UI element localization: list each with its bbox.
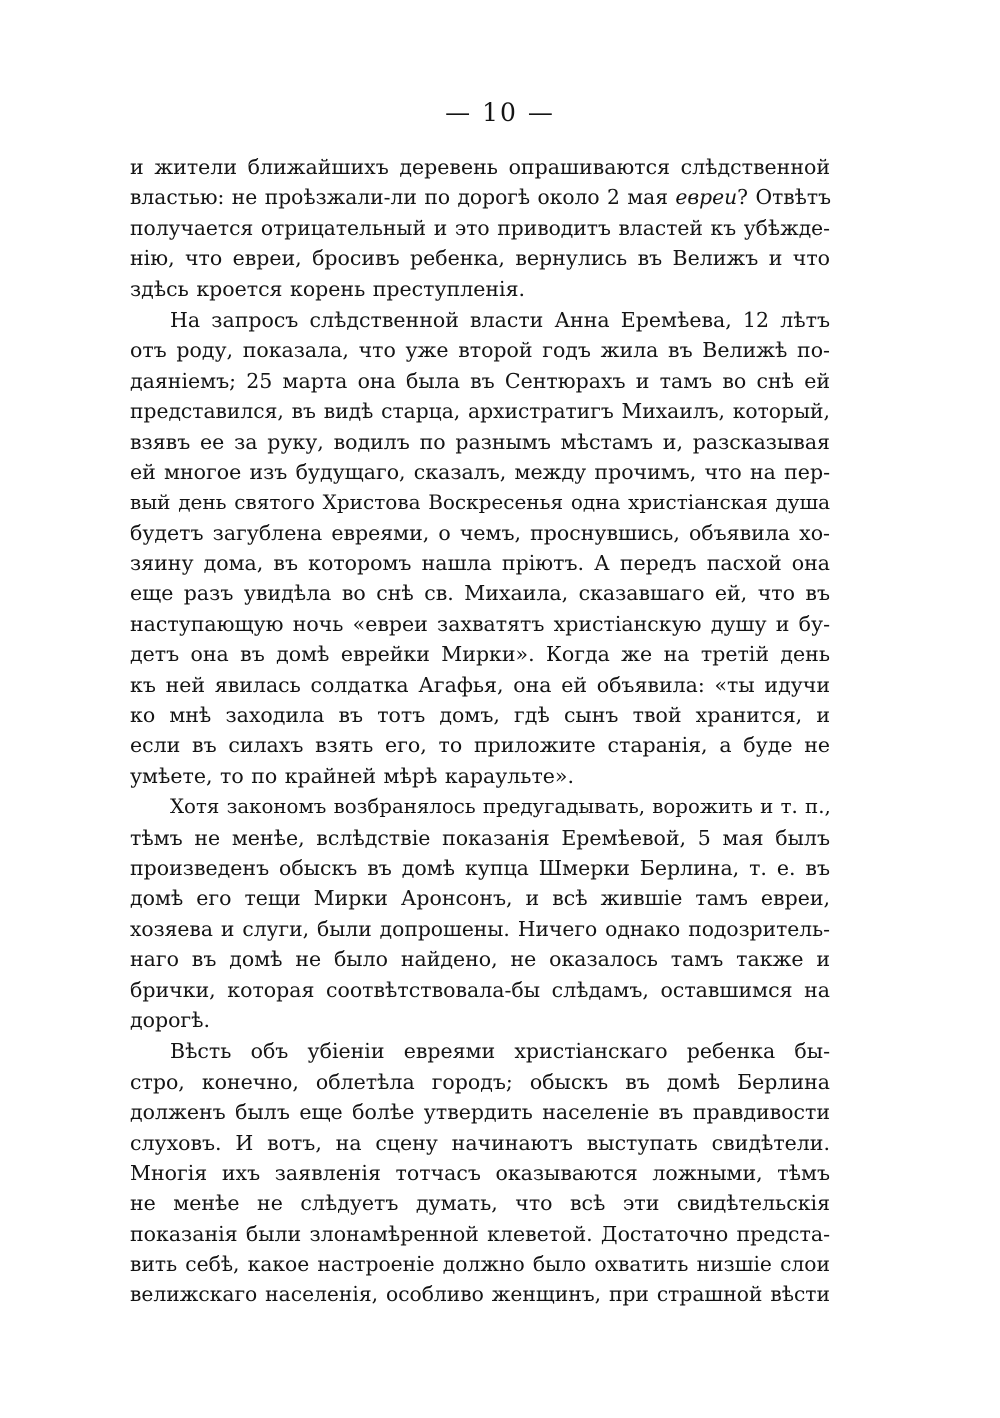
text-line: вить себѣ, какое настроеніе должно было охватить низшіе слои [130,1252,830,1277]
text-line: ей многое изъ будущаго, сказалъ, между прочимъ, что на пер- [130,459,830,484]
paragraph [130,1036,830,1310]
text-line: произведенъ обыскъ въ домѣ купца Шмерки Берлина, т. е. въ [130,855,830,880]
text-line: отъ роду, показала, что уже второй годъ жила въ Велижѣ по- [130,338,830,363]
body-text [130,152,830,1310]
text-line: наступающую ночь «евреи захватятъ христіанскую душу и бу- [130,611,830,636]
text-line: взявъ ее за руку, водилъ по разнымъ мѣстамъ и, разсказывая [130,429,830,454]
text-line: Вѣсть объ убіеніи евреями христіанскаго ребенка бы- [170,1039,830,1064]
text-line: наго въ домѣ не было найдено, не оказалось тамъ также и [130,947,830,972]
text-line: если въ силахъ взять его, то приложите старанія, а буде не [130,733,830,758]
text-line: дорогѣ. [130,1007,211,1032]
text-line: ко мнѣ заходила въ тотъ домъ, гдѣ сынъ твой хранится, и [130,703,830,728]
text-line: тѣмъ не менѣе, вслѣдствіе показанія Еремѣевой, 5 мая былъ [130,825,830,850]
text-line: еще разъ увидѣла во снѣ св. Михаила, сказавшаго ей, что въ [130,581,830,606]
text-line: нію, что евреи, бросивъ ребенка, вернулись въ Велижъ и что [130,246,830,271]
text-line: будетъ загублена евреями, о чемъ, проснувшись, объявила хо- [130,520,830,545]
text-line: домѣ его тещи Мирки Аронсонъ, и всѣ жившіе тамъ евреи, [130,886,830,911]
italic-word: евреи [675,185,738,210]
text-line: слуховъ. И вотъ, на сцену начинаютъ выступать свидѣтели. [130,1130,830,1155]
text-line [130,182,830,212]
text-line: На запросъ слѣдственной власти Анна Еремѣева, 12 лѣтъ [170,307,830,332]
text-line: Хотя закономъ возбранялось предугадывать, ворожить и т. п., [170,795,831,819]
paragraph [130,152,830,304]
text-segment: властью: не проѣзжали-ли по дорогѣ около 2 мая [130,185,676,210]
text-line: умѣете, то по крайней мѣрѣ караульте». [130,763,574,788]
text-line: зяину дома, въ которомъ нашла пріютъ. А передъ пасхой она [130,551,830,576]
text-line: къ ней явилась солдатка Агафья, она ей объявила: «ты идучи [130,672,830,697]
text-line: хозяева и слуги, были допрошены. Ничего однако подозритель- [130,916,830,941]
paragraph [130,792,830,1035]
text-line: и жители ближайшихъ деревень опрашиваются слѣдственной [130,155,830,179]
text-segment: ? Отвѣтъ [737,185,831,210]
text-line: получается отрицательный и это приводитъ властей къ убѣжде- [130,215,830,240]
text-line: Многія ихъ заявленія тотчасъ оказываются ложными, тѣмъ [130,1160,830,1185]
text-line: стро, конечно, облетѣла городъ; обыскъ въ домѣ Берлина [130,1069,830,1094]
paragraph [130,305,830,791]
text-line: здѣсь кроется корень преступленія. [130,276,526,301]
text-line: представился, въ видѣ старца, архистратигъ Михаилъ, который, [130,399,830,424]
text-line: велижскаго населенія, особливо женщинъ, при страшной вѣсти [130,1282,830,1307]
text-line: показанія были злонамѣренной клеветой. Достаточно предста- [130,1221,830,1246]
page-number: — 10 — [445,98,555,127]
text-line: не менѣе не слѣдуетъ думать, что всѣ эти свидѣтельскія [130,1191,830,1216]
text-line: брички, которая соотвѣтствовала-бы слѣдамъ, оставшимся на [130,977,830,1002]
text-line: даяніемъ; 25 марта она была въ Сентюрахъ и тамъ во снѣ ей [130,368,830,393]
text-line: долженъ былъ еще болѣе утвердить населеніе въ правдивости [130,1100,830,1125]
text-line: вый день святого Христова Воскресенья одна христіанская душа [130,490,830,515]
text-line: детъ она въ домѣ еврейки Мирки». Когда же на третій день [130,642,830,667]
